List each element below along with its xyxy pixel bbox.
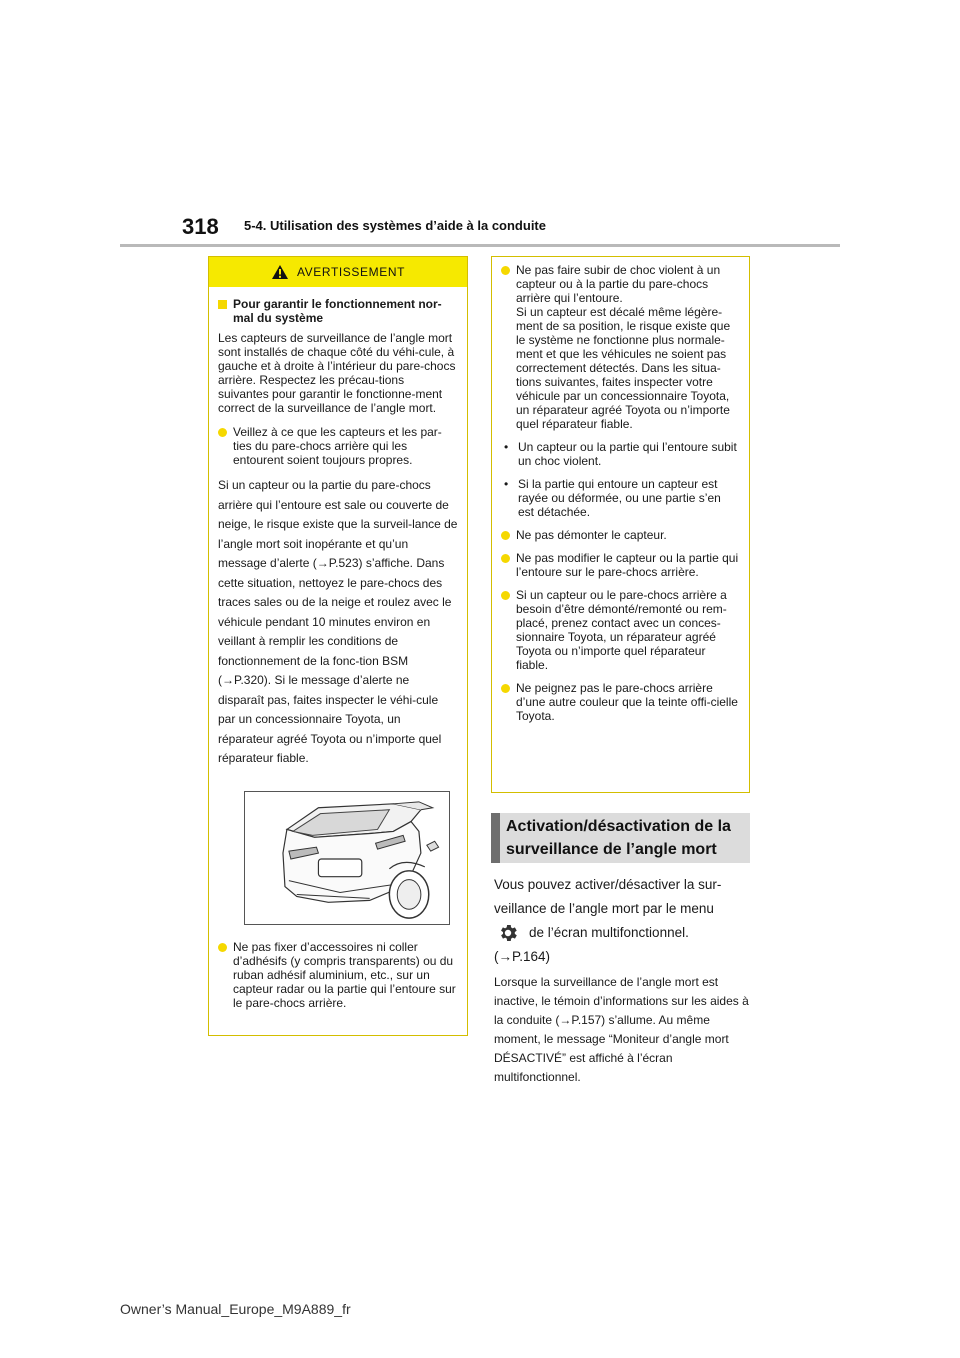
- bullet-dot-icon: [218, 428, 227, 437]
- warning-bullet: [218, 425, 458, 467]
- warning-bullet: [501, 263, 740, 431]
- warning-bullet-text: Ne pas démonter le capteur.: [516, 528, 667, 542]
- activation-section-body: [494, 873, 756, 1087]
- warning-bullet: [501, 551, 740, 579]
- warning-bullet-text: Ne pas fixer d’accessoires ni coller d’adhésifs (y compris transparents) ou du ruban adhésif aluminium, etc., sur un capteur radar ou la partie qui l’entoure sur le pare-chocs arrière.: [233, 939, 456, 1010]
- bullet-dot-icon: [218, 943, 227, 952]
- car-rear-illustration: [244, 791, 450, 925]
- warning-bullet: [218, 940, 458, 1010]
- gear-icon: [497, 922, 519, 944]
- square-marker-icon: [218, 300, 227, 309]
- warning-bullet: [501, 681, 740, 723]
- activation-section-title: Activation/désactivation de la surveillance de l’angle mort: [491, 813, 750, 863]
- warning-box-left: [208, 256, 468, 1036]
- warning-bullet-text: Si un capteur ou le pare-chocs arrière a besoin d’être démonté/remonté ou rem-placé, prenez contact avec un conces-sionnaire Toyota, un réparateur agréé Toyota ou n’importe quel réparateur fiable.: [516, 588, 727, 672]
- warning-header: [209, 257, 467, 287]
- bullet-dot-icon: [501, 531, 510, 540]
- warning-triangle-icon: [271, 264, 289, 280]
- activation-text-2: de l’écran multifonctionnel.: [529, 925, 689, 940]
- warning-bullet: [501, 528, 740, 542]
- header-rule: [120, 244, 840, 247]
- page-number: 318: [182, 214, 219, 239]
- section-title: 5-4. Utilisation des systèmes d’aide à la conduite: [244, 218, 546, 233]
- warning-bullet-text: Veillez à ce que les capteurs et les par-ties du pare-chocs arrière qui les entourent soient toujours propres.: [233, 425, 442, 467]
- warning-intro: Les capteurs de surveillance de l’angle mort sont installés de chaque côté du véhi-cule, à gauche et à droite à l’intérieur du pare-chocs arrière. Respectez les précau-tions suivantes pour garantir le fonctionne-ment correct de la surveillance de l’angle mort.: [218, 331, 456, 415]
- warning-bullet: [501, 588, 740, 672]
- warning-bullet-text: Ne peignez pas le pare-chocs arrière d’une autre couleur que la teinte offi-cielle Toyota.: [516, 681, 738, 723]
- warning-sub-bullet-text: Si la partie qui entoure un capteur est rayée ou déformée, ou une partie s’en est détachée.: [518, 477, 721, 519]
- activation-text-1: Vous pouvez activer/désactiver la sur-veillance de l’angle mort par le menu: [494, 877, 722, 916]
- bullet-dot-icon: [501, 554, 510, 563]
- warning-paragraph: Si un capteur ou la partie du pare-chocs arrière qui l’entoure est sale ou couverte de neige, le risque existe que la surveil-lance de l’angle mort soit inopérante et qu’un message d’alerte (→P.523) s’affiche. Dans cette situation, nettoyez le pare-chocs des traces sales ou de la neige et roulez avec le véhicule pendant 10 minutes environ en veillant à remplir les conditions de fonctionnement de la fonc-tion BSM (→P.320). Si le message d’alerte ne disparaît pas, faites inspecter le véhi-cule par un concessionnaire Toyota, un réparateur agréé Toyota ou n’importe quel réparateur fiable.: [218, 478, 458, 765]
- warning-bullet-text: Ne pas modifier le capteur ou la partie qui l’entoure sur le pare-chocs arrière.: [516, 551, 739, 579]
- warning-box-right: [491, 256, 750, 793]
- warning-sub-bullet: [501, 477, 740, 519]
- warning-bullet-text: Ne pas faire subir de choc violent à un capteur ou à la partie du pare-chocs arrière qui l’entoure. Si un capteur est décalé même légère-ment de sa position, le risque existe que le système ne fonctionne plus normale-ment et que les véhicules ne soient pas correctement détectés. Dans les situa-tions suivantes, faites inspecter votre véhicule par un concessionnaire Toyota, un réparateur agréé Toyota ou n’importe quel réparateur fiable.: [516, 263, 731, 431]
- sub-bullet-dot-icon: •: [504, 440, 509, 454]
- activation-reference: (→P.164): [494, 949, 551, 964]
- bullet-dot-icon: [501, 591, 510, 600]
- footer-text: Owner’s Manual_Europe_M9A889_fr: [120, 1301, 351, 1317]
- sub-bullet-dot-icon: •: [504, 477, 509, 491]
- warning-sub-bullet-text: Un capteur ou la partie qui l’entoure subit un choc violent.: [518, 440, 737, 468]
- warning-heading-text: Pour garantir le fonctionnement nor-mal du système: [233, 297, 442, 325]
- bullet-dot-icon: [501, 684, 510, 693]
- activation-note: Lorsque la surveillance de l’angle mort est inactive, le témoin d’informations sur les aides à la conduite (→P.157) s’allume. Au même moment, le message “Moniteur d’angle mort DÉSACTIVÉ” est affiché à l’écran multifonctionnel.: [494, 975, 749, 1084]
- bullet-dot-icon: [501, 266, 510, 275]
- warning-title: AVERTISSEMENT: [296, 265, 406, 279]
- warning-heading: [218, 297, 458, 325]
- warning-sub-bullet: [501, 440, 740, 468]
- menu-reference-line: [494, 921, 756, 945]
